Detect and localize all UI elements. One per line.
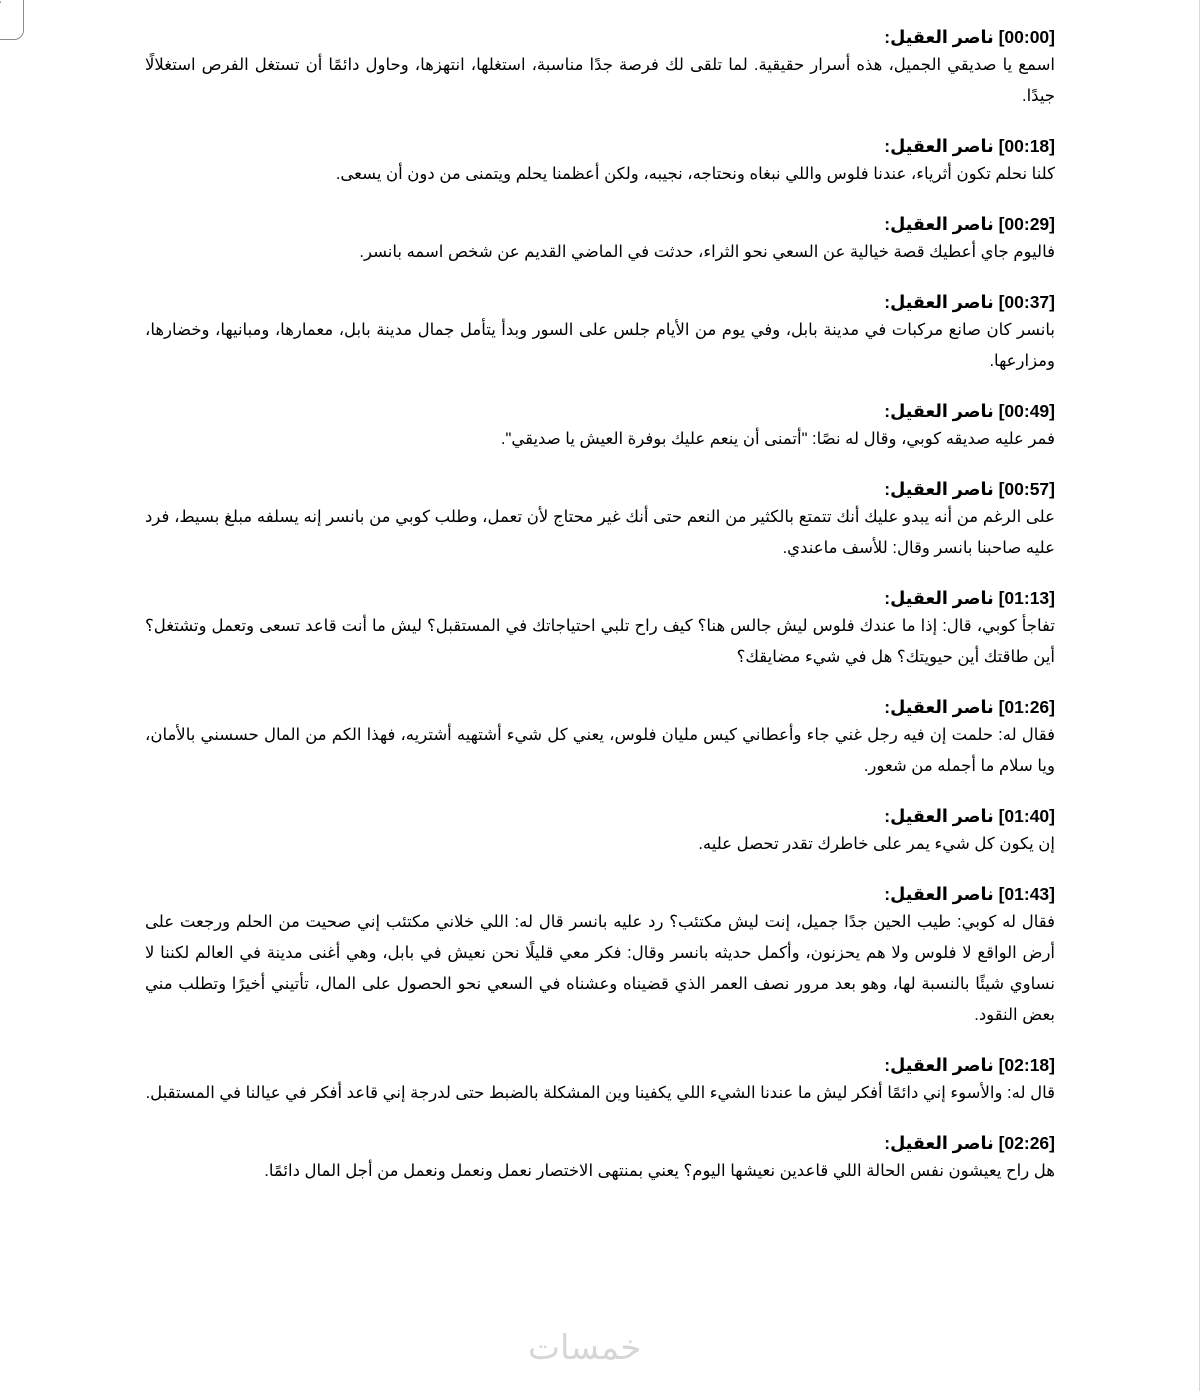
speaker-line xyxy=(145,881,1055,907)
speaker-name: ناصر العقيل: xyxy=(884,1055,994,1075)
timestamp: [00:49] xyxy=(998,401,1055,421)
speaker-name: ناصر العقيل: xyxy=(884,588,994,608)
transcript-entry xyxy=(145,694,1055,782)
transcript-entry xyxy=(145,133,1055,190)
watermark-logo: خمسات xyxy=(528,1328,642,1368)
transcript-entry xyxy=(145,803,1055,860)
speaker-line xyxy=(145,289,1055,315)
speaker-line xyxy=(145,694,1055,720)
speaker-name: ناصر العقيل: xyxy=(884,806,994,826)
speaker-line xyxy=(145,585,1055,611)
speaker-line xyxy=(145,24,1055,50)
timestamp: [01:43] xyxy=(998,884,1055,904)
transcript-entry xyxy=(145,211,1055,268)
speech-text: على الرغم من أنه يبدو عليك أنك تتمتع بالكثير من النعم حتى أنك غير محتاج لأن تعمل، وطلب كوبي من بانسر إنه يسلفه مبلغ بسيط، فرد عليه صاحبنا بانسر وقال: للأسف ماعندي. xyxy=(145,508,1055,557)
timestamp: [01:26] xyxy=(998,697,1055,717)
transcript-entry xyxy=(145,289,1055,377)
speech-text: اسمع يا صديقي الجميل، هذه أسرار حقيقية. لما تلقى لك فرصة جدًا مناسبة، استغلها، انتهزها، وحاول دائمًا أن تستغل الفرص استغلالًا جيدًا. xyxy=(145,56,1055,105)
speech-text: قال له: والأسوء إني دائمًا أفكر ليش ما عندنا الشيء اللي يكفينا وين المشكلة بالضبط حتى لدرجة إني قاعد أفكر في عيالنا في المستقبل. xyxy=(145,1084,1055,1102)
speech-text: هل راح يعيشون نفس الحالة اللي قاعدين نعيشها اليوم؟ يعني بمنتهى الاختصار نعمل ونعمل ونعمل من أجل المال دائمًا. xyxy=(264,1162,1055,1180)
speech-text: إن يكون كل شيء يمر على خاطرك تقدر تحصل عليه. xyxy=(698,835,1055,853)
speech-text: فاليوم جاي أعطيك قصة خيالية عن السعي نحو الثراء، حدثت في الماضي القديم عن شخص اسمه بانسر. xyxy=(359,243,1055,261)
speech-text: فمر عليه صديقه كوبي، وقال له نصًا: "أتمنى أن ينعم عليك بوفرة العيش يا صديقي". xyxy=(500,430,1055,448)
speaker-line xyxy=(145,133,1055,159)
timestamp: [01:13] xyxy=(998,588,1055,608)
speaker-name: ناصر العقيل: xyxy=(884,697,994,717)
speech-text: تفاجأ كوبي، قال: إذا ما عندك فلوس ليش جالس هنا؟ كيف راح تلبي احتياجاتك في المستقبل؟ ليش ما أنت قاعد تسعى وتعمل وتشتغل؟ أين طاقتك أين حيويتك؟ هل في شيء مضايقك؟ xyxy=(145,617,1055,666)
page-number xyxy=(0,0,2,7)
speaker-name: ناصر العقيل: xyxy=(884,214,994,234)
speaker-line xyxy=(145,1052,1055,1078)
transcript-entry xyxy=(145,1130,1055,1187)
page-number-tab xyxy=(0,0,24,40)
speech-text: كلنا نحلم تكون أثرياء، عندنا فلوس واللي نبغاه ونحتاجه، نجيبه، ولكن أعظمنا يحلم ويتمنى من دون أن يسعى. xyxy=(335,165,1055,183)
timestamp: [00:00] xyxy=(998,27,1055,47)
speaker-name: ناصر العقيل: xyxy=(884,136,994,156)
timestamp: [00:37] xyxy=(998,292,1055,312)
transcript xyxy=(145,24,1055,1208)
timestamp: [02:26] xyxy=(998,1133,1055,1153)
timestamp: [02:18] xyxy=(998,1055,1055,1075)
timestamp: [00:57] xyxy=(998,479,1055,499)
speaker-line xyxy=(145,1130,1055,1156)
speaker-name: ناصر العقيل: xyxy=(884,479,994,499)
speaker-name: ناصر العقيل: xyxy=(884,27,994,47)
speaker-name: ناصر العقيل: xyxy=(884,401,994,421)
speech-text: بانسر كان صانع مركبات في مدينة بابل، وفي يوم من الأيام جلس على السور وبدأ يتأمل جمال مدينة بابل، معمارها، ومبانيها، وخضارها، ومزارعها. xyxy=(145,321,1055,370)
transcript-entry xyxy=(145,398,1055,455)
speaker-line xyxy=(145,398,1055,424)
speaker-line xyxy=(145,803,1055,829)
speaker-line xyxy=(145,476,1055,502)
transcript-entry xyxy=(145,881,1055,1031)
speech-text: فقال له كوبي: طيب الحين جدًا جميل، إنت ليش مكتئب؟ رد عليه بانسر قال له: اللي خلاني مكتئب إني صحيت من الحلم ورجعت على أرض الواقع لا فلوس ولا هم يحزنون، وأكمل حديثه بانسر وقال: فكر معي قليلًا نحن نعيش في بابل، وهي أغنى مدينة في العالم لكننا لا نساوي شيئًا بالنسبة لها، وهو بعد مرور نصف العمر الذي قضيناه وعشناه في السعي نحو الحصول على المال، تأتيني أخيرًا وتطلب مني بعض النقود. xyxy=(145,913,1055,1024)
transcript-entry xyxy=(145,585,1055,673)
speaker-line xyxy=(145,211,1055,237)
timestamp: [00:29] xyxy=(998,214,1055,234)
transcript-entry xyxy=(145,24,1055,112)
speaker-name: ناصر العقيل: xyxy=(884,884,994,904)
transcript-entry xyxy=(145,476,1055,564)
timestamp: [01:40] xyxy=(998,806,1055,826)
speech-text: فقال له: حلمت إن فيه رجل غني جاء وأعطاني كيس مليان فلوس، يعني كل شيء أشتهيه أشتريه، فهذا الكم من المال حسسني بالأمان، ويا سلام ما أجمله من شعور. xyxy=(145,726,1055,775)
speaker-name: ناصر العقيل: xyxy=(884,292,994,312)
transcript-entry xyxy=(145,1052,1055,1109)
speaker-name: ناصر العقيل: xyxy=(884,1133,994,1153)
timestamp: [00:18] xyxy=(998,136,1055,156)
